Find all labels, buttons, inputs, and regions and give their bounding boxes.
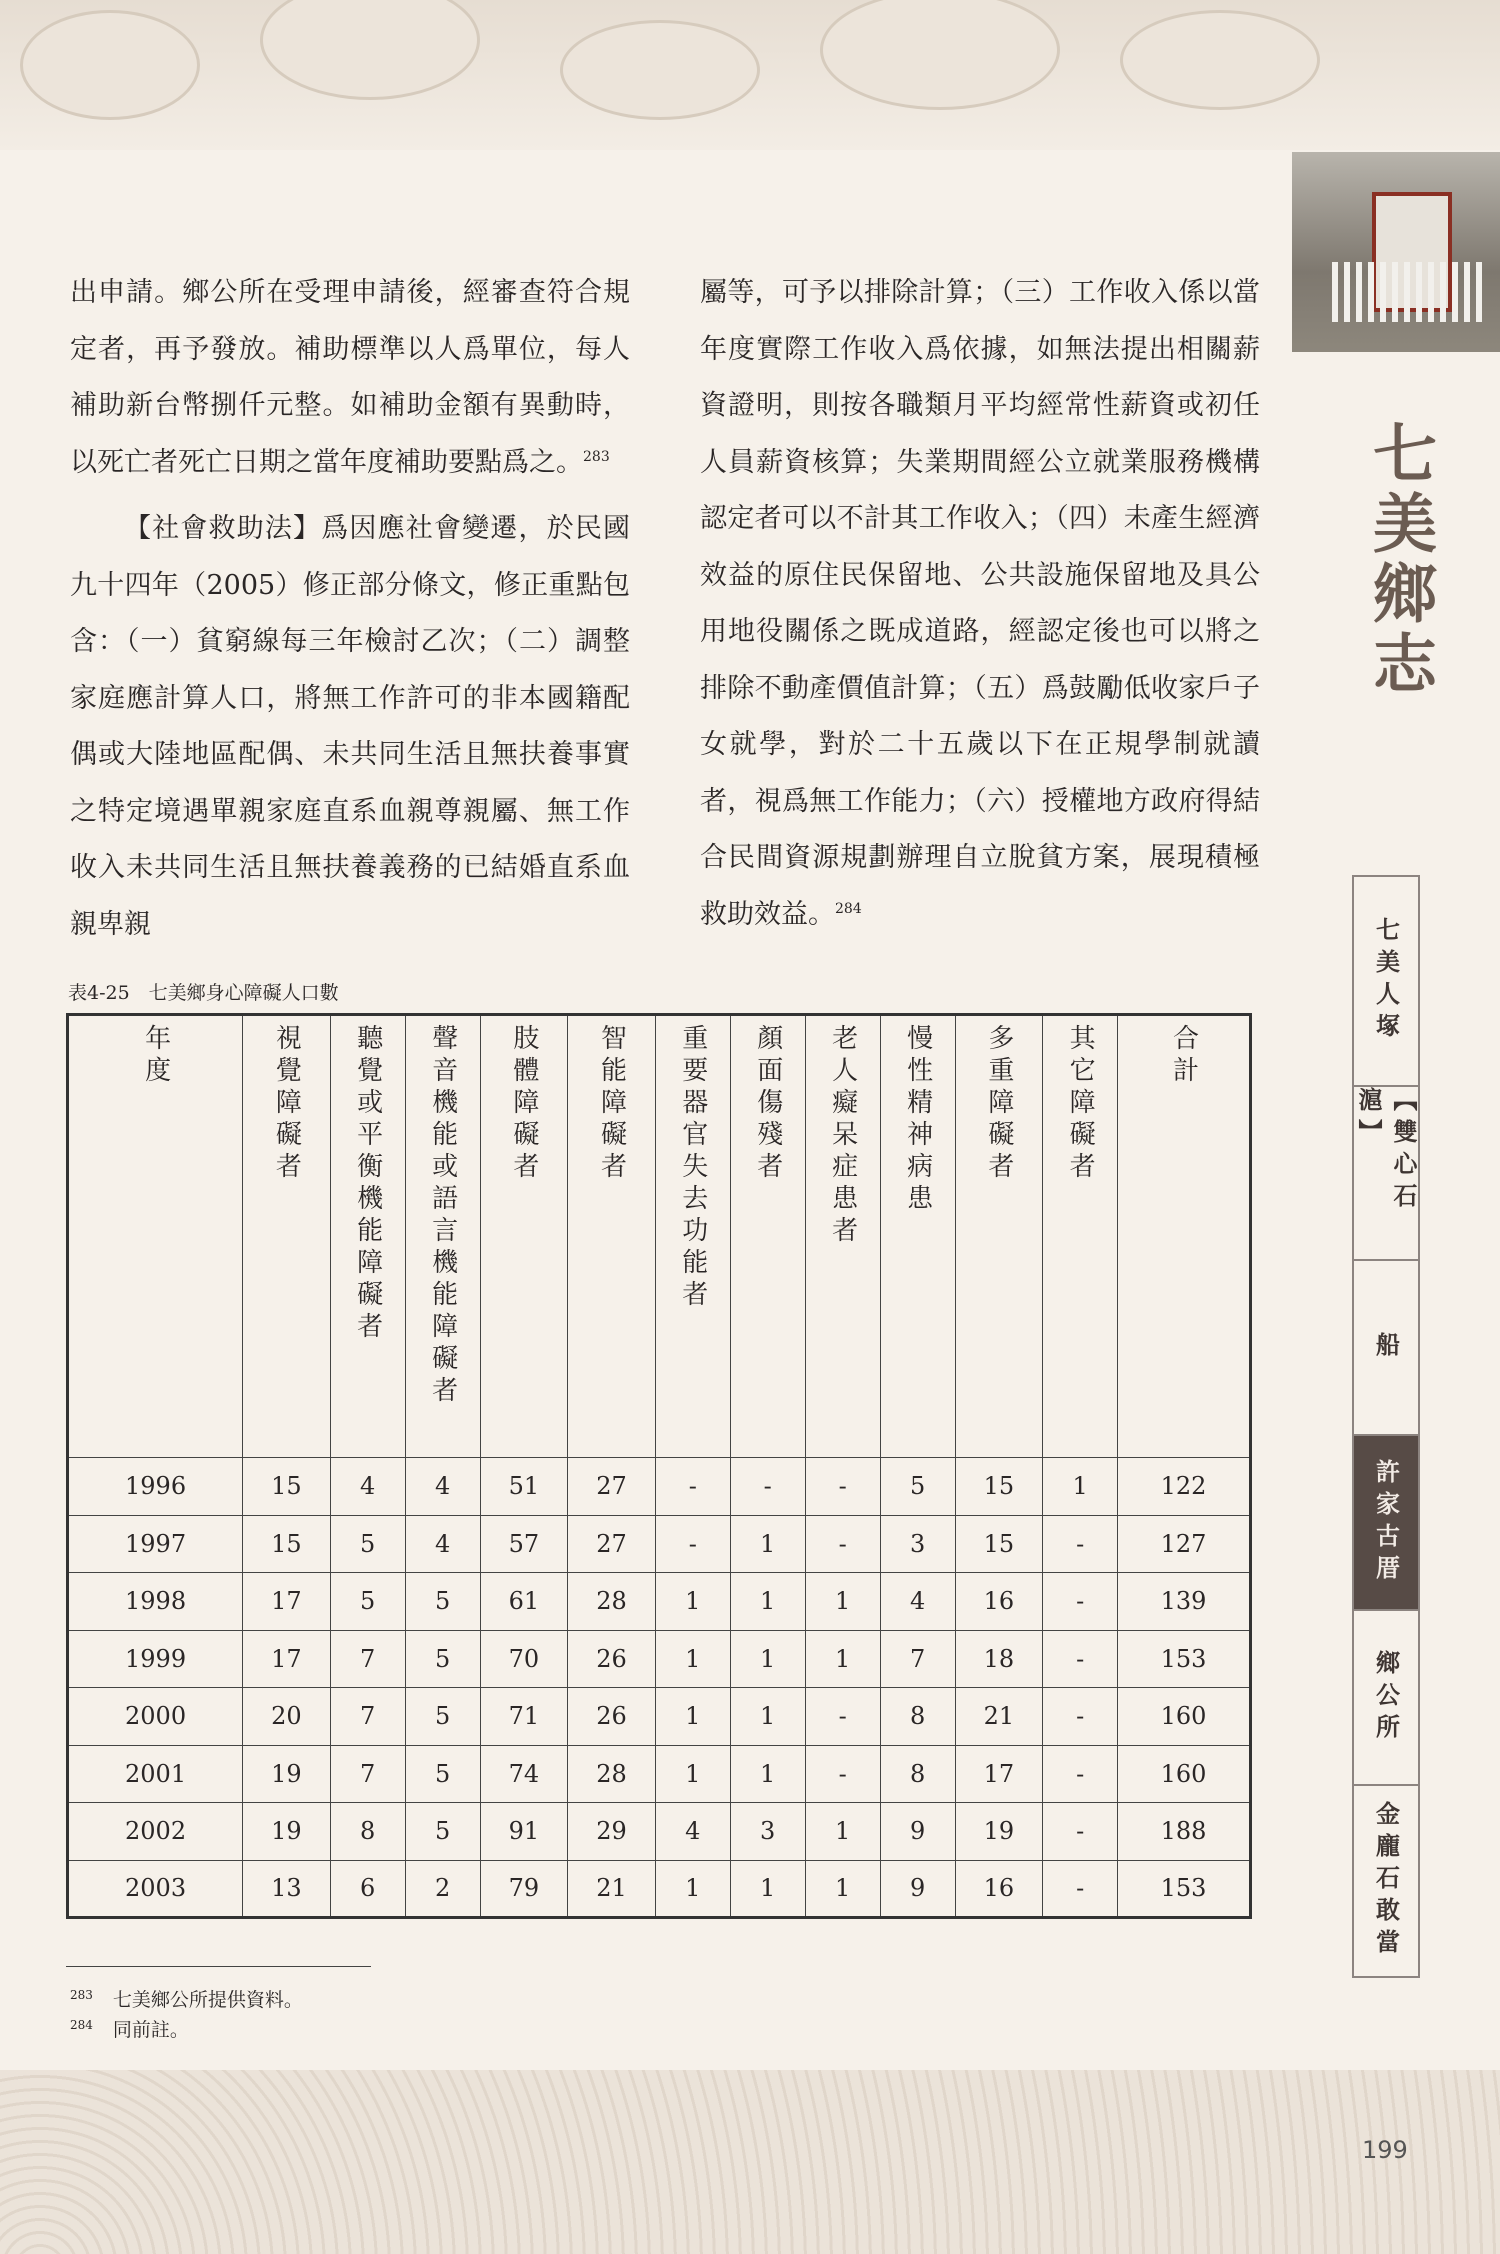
table-cell: 8 [880, 1745, 955, 1803]
table-cell: 139 [1118, 1573, 1251, 1631]
table-cell: - [730, 1458, 805, 1516]
paragraph: 【社會救助法】爲因應社會變遷，於民國九十四年（2005）修正部分條文，修正重點包含：（一）貧窮線每三年檢討乙次；（二）調整家庭應計算人口，將無工作許可的非本國籍配偶或大陸地區配偶、未共同生活且無扶養事實之特定境遇單親家庭直系血親尊親屬、無工作收入未共同生活且無扶養義務的已結婚直系血親卑親 [70, 513, 630, 940]
cloud-ornament [1120, 10, 1320, 110]
table-cell: 2 [405, 1860, 480, 1918]
column-header-label: 重要器官失去功能者 [677, 1024, 708, 1312]
table-cell: 127 [1118, 1515, 1251, 1573]
decorative-wave-footer [0, 2070, 1500, 2254]
table-cell: 5 [880, 1458, 955, 1516]
side-tab[interactable]: 鄉公所 [1354, 1611, 1418, 1786]
table-cell: 6 [330, 1860, 405, 1918]
table-cell: - [1043, 1688, 1118, 1746]
table-cell: 74 [480, 1745, 568, 1803]
table-cell: 15 [243, 1515, 331, 1573]
column-header [805, 1015, 880, 1458]
table-cell: 79 [480, 1860, 568, 1918]
column-header-label: 肢體障礙者 [508, 1024, 539, 1184]
table-cell: 27 [568, 1458, 656, 1516]
table-cell: 26 [568, 1688, 656, 1746]
table-cell: - [805, 1745, 880, 1803]
side-tab[interactable]: 船 [1354, 1261, 1418, 1436]
table-cell: 7 [330, 1745, 405, 1803]
table-cell: 19 [955, 1803, 1043, 1861]
left-text-column [70, 265, 630, 953]
table-row [68, 1573, 1251, 1631]
page-number: 199 [1362, 2136, 1408, 2164]
table-cell: 1 [730, 1860, 805, 1918]
column-header [1118, 1015, 1251, 1458]
table-cell: 51 [480, 1458, 568, 1516]
table-cell: 1 [730, 1573, 805, 1631]
cloud-ornament [820, 0, 1060, 110]
table-cell: - [805, 1515, 880, 1573]
table-cell: 91 [480, 1803, 568, 1861]
table-cell: - [805, 1458, 880, 1516]
table-cell: - [1043, 1745, 1118, 1803]
table-cell: 3 [880, 1515, 955, 1573]
table-cell: - [1043, 1573, 1118, 1631]
table-cell: 1 [805, 1573, 880, 1631]
cloud-ornament [20, 10, 200, 120]
table-cell: 29 [568, 1803, 656, 1861]
table-cell: 7 [330, 1630, 405, 1688]
table-cell: 160 [1118, 1688, 1251, 1746]
table-cell: 21 [568, 1860, 656, 1918]
table-row [68, 1630, 1251, 1688]
side-tab[interactable]: 金龐石敢當 [1371, 1801, 1400, 1961]
table-cell: 5 [330, 1515, 405, 1573]
table-cell: - [655, 1515, 730, 1573]
table-cell: 1 [655, 1860, 730, 1918]
column-header [730, 1015, 805, 1458]
table-cell: 1 [655, 1630, 730, 1688]
paragraph: 出申請。鄉公所在受理申請後，經審查符合規定者，再予發放。補助標準以人爲單位，每人補助新台幣捌仟元整。如補助金額有異動時，以死亡者死亡日期之當年度補助要點爲之。$^{283}$ [70, 277, 630, 478]
table-cell: 2001 [68, 1745, 243, 1803]
table-cell: 27 [568, 1515, 656, 1573]
table-cell: 28 [568, 1573, 656, 1631]
table-row [68, 1860, 1251, 1918]
table-row [68, 1745, 1251, 1803]
column-header [655, 1015, 730, 1458]
table-cell: 188 [1118, 1803, 1251, 1861]
table-cell: 1998 [68, 1573, 243, 1631]
column-header [68, 1015, 243, 1458]
table-cell: 4 [880, 1573, 955, 1631]
side-tabs [1352, 875, 1420, 1978]
table-cell: 8 [330, 1803, 405, 1861]
table-cell: 70 [480, 1630, 568, 1688]
table-row [68, 1458, 1251, 1516]
table-cell: 5 [405, 1745, 480, 1803]
column-header-label: 視覺障礙者 [271, 1024, 302, 1184]
table-cell: 1 [655, 1573, 730, 1631]
table-cell: 7 [330, 1688, 405, 1746]
table-cell: 28 [568, 1745, 656, 1803]
table-cell: 15 [955, 1515, 1043, 1573]
table-cell: 1 [730, 1515, 805, 1573]
table-cell: 4 [405, 1515, 480, 1573]
table-cell: 7 [880, 1630, 955, 1688]
footnote: $^{284}$ 同前註。 [70, 2017, 189, 2041]
table-cell: 20 [243, 1688, 331, 1746]
table-cell: 16 [955, 1573, 1043, 1631]
table-cell: 9 [880, 1803, 955, 1861]
column-header-label: 老人癡呆症患者 [827, 1024, 858, 1248]
footnote-divider [66, 1966, 371, 1967]
table-cell: - [805, 1688, 880, 1746]
right-text-column [700, 265, 1260, 943]
table-cell: 26 [568, 1630, 656, 1688]
side-tab[interactable]: 【雙心石滬】 [1354, 1087, 1418, 1261]
book-title-logo: 七美鄉志 [1362, 420, 1437, 700]
table-cell: 153 [1118, 1860, 1251, 1918]
table-cell: 3 [730, 1803, 805, 1861]
table-cell: 61 [480, 1573, 568, 1631]
table-cell: 1 [730, 1630, 805, 1688]
column-header-label: 慢性精神病患 [902, 1024, 933, 1216]
table-cell: 1 [730, 1745, 805, 1803]
table-cell: - [1043, 1515, 1118, 1573]
table-cell: 1 [1043, 1458, 1118, 1516]
column-header-label: 其它障礙者 [1065, 1024, 1096, 1184]
table-cell: 18 [955, 1630, 1043, 1688]
table-cell: 5 [330, 1573, 405, 1631]
table-cell: 5 [405, 1688, 480, 1746]
table-cell: 1 [655, 1688, 730, 1746]
column-header [1043, 1015, 1118, 1458]
table-cell: 1997 [68, 1515, 243, 1573]
column-header-label: 年度 [140, 1024, 171, 1088]
table-cell: 57 [480, 1515, 568, 1573]
decorative-cloud-header [0, 0, 1500, 150]
table-cell: 19 [243, 1803, 331, 1861]
footnote: $^{283}$ 七美鄉公所提供資料。 [70, 1987, 303, 2011]
table-cell: 153 [1118, 1630, 1251, 1688]
table-cell: 1 [805, 1860, 880, 1918]
table-cell: 5 [405, 1573, 480, 1631]
column-header [405, 1015, 480, 1458]
table-cell: 16 [955, 1860, 1043, 1918]
column-header [243, 1015, 331, 1458]
table-row [68, 1688, 1251, 1746]
column-header-label: 顏面傷殘者 [752, 1024, 783, 1184]
house-photo [1292, 152, 1500, 352]
column-header [480, 1015, 568, 1458]
table-cell: 17 [955, 1745, 1043, 1803]
column-header-label: 聲音機能或語言機能障礙者 [427, 1024, 458, 1408]
table-cell: 4 [405, 1458, 480, 1516]
table-cell: 5 [405, 1803, 480, 1861]
table-cell: 13 [243, 1860, 331, 1918]
table-cell: 17 [243, 1573, 331, 1631]
side-tab[interactable]: 七美人塚 [1354, 877, 1418, 1087]
column-header [955, 1015, 1043, 1458]
column-header [330, 1015, 405, 1458]
table-caption: 表4-25 七美鄉身心障礙人口數 [68, 982, 339, 1004]
table-cell: 8 [880, 1688, 955, 1746]
table-row [68, 1515, 1251, 1573]
table-cell: - [655, 1458, 730, 1516]
table-cell: 4 [330, 1458, 405, 1516]
table-cell: - [1043, 1803, 1118, 1861]
table-cell: 15 [955, 1458, 1043, 1516]
table-cell: 1 [805, 1630, 880, 1688]
table-row [68, 1803, 1251, 1861]
cloud-ornament [260, 0, 480, 100]
cloud-ornament [560, 20, 760, 120]
column-header-label: 智能障礙者 [596, 1024, 627, 1184]
table-cell: - [1043, 1630, 1118, 1688]
table-cell: 19 [243, 1745, 331, 1803]
table-cell: 17 [243, 1630, 331, 1688]
table-cell: 160 [1118, 1745, 1251, 1803]
paragraph: 屬等，可予以排除計算；（三）工作收入係以當年度實際工作收入爲依據，如無法提出相關薪資證明，則按各職類月平均經常性薪資或初任人員薪資核算；失業期間經公立就業服務機構認定者可以不計其工作收入；（四）未產生經濟效益的原住民保留地、公共設施保留地及具公用地役關係之既成道路，經認定後也可以將之排除不動產價值計算；（五）爲鼓勵低收家戶子女就學，對於二十五歲以下在正規學制就讀者，視爲無工作能力；（六）授權地方政府得結合民間資源規劃辦理自立脫貧方案，展現積極救助效益。$^{284}$ [700, 277, 1260, 930]
table-cell: 4 [655, 1803, 730, 1861]
table-cell: 1 [655, 1745, 730, 1803]
table-cell: 5 [405, 1630, 480, 1688]
table-cell: 2003 [68, 1860, 243, 1918]
table-cell: 1999 [68, 1630, 243, 1688]
table-cell: 15 [243, 1458, 331, 1516]
table-cell: 9 [880, 1860, 955, 1918]
table-cell: 21 [955, 1688, 1043, 1746]
column-header [568, 1015, 656, 1458]
table-cell: 1 [805, 1803, 880, 1861]
table-cell: 71 [480, 1688, 568, 1746]
table-cell: 1996 [68, 1458, 243, 1516]
column-header [880, 1015, 955, 1458]
column-header-label: 聽覺或平衡機能障礙者 [352, 1024, 383, 1344]
table-cell: 2002 [68, 1803, 243, 1861]
side-tab-active[interactable]: 許家古厝 [1354, 1436, 1418, 1611]
column-header-label: 多重障礙者 [983, 1024, 1014, 1184]
table-cell: 2000 [68, 1688, 243, 1746]
table-cell: 1 [730, 1688, 805, 1746]
column-header-label: 合計 [1168, 1024, 1199, 1088]
table-cell: - [1043, 1860, 1118, 1918]
table-cell: 122 [1118, 1458, 1251, 1516]
disability-population-table [66, 1013, 1252, 1919]
